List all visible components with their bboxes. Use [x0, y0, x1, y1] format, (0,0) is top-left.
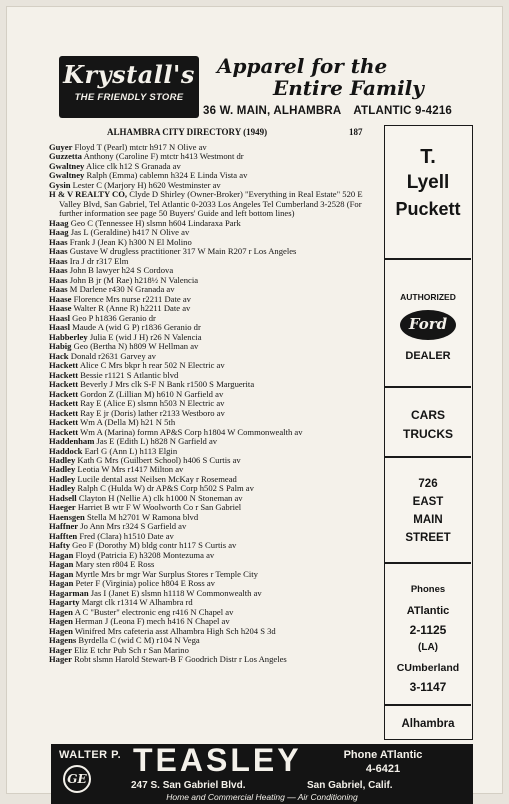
directory-entry	[49, 646, 379, 655]
entry-name: Haas	[49, 275, 68, 285]
entry-details: Earl G (Ann L) h113 Elgin	[84, 446, 178, 456]
directory-title: ALHAMBRA CITY DIRECTORY (1949)	[107, 127, 268, 137]
directory-entry	[49, 465, 379, 474]
address-direction: EAST	[412, 496, 444, 508]
entry-details: Harriet B wtr F W Woolworth Co r San Gabriel	[77, 503, 242, 513]
directory-entry	[49, 513, 379, 522]
directory-entry	[49, 589, 379, 598]
entry-details: Frank J (Jean K) h300 N El Molino	[69, 237, 192, 247]
address-number: 726	[418, 478, 438, 490]
directory-entry	[49, 171, 379, 180]
entry-details: Jas E (Edith L) h828 N Garfield av	[96, 437, 218, 447]
krystalls-brand: Krystall's	[63, 60, 195, 89]
directory-entry	[49, 333, 379, 342]
entry-details: Florence Mrs nurse r2211 Date av	[73, 294, 191, 304]
directory-entry	[49, 266, 379, 275]
directory-entry	[49, 627, 379, 636]
ford-logo-icon: Ford	[400, 310, 456, 340]
krystalls-logo-box	[59, 56, 199, 118]
entry-details: Jo Ann Mrs r324 S Garfield av	[80, 522, 187, 532]
phone1-exchange: ATlantic	[406, 605, 450, 617]
puckett-initial: T.	[420, 146, 436, 168]
puckett-last-name: Puckett	[395, 199, 461, 219]
entry-details: Geo P h1836 Geranio dr	[72, 313, 156, 323]
entry-details: Geo F (Dorothy M) bldg contr h117 S Curtis av	[72, 541, 237, 551]
divider	[385, 562, 471, 564]
entry-details: Leotia W Mrs r1417 Milton av	[77, 465, 184, 475]
teasley-phone-number: 4-6421	[365, 763, 401, 775]
page-number: 187	[349, 127, 363, 137]
entry-details: Clayton H (Nellie A) clk h1000 N Stoneman av	[78, 493, 243, 503]
entry-details: Wm A (Marina) formn AP&S Corp h1804 W Commonwealth av	[80, 426, 303, 437]
entry-details: Peter F (Virginia) police h804 E Ross av	[75, 579, 215, 589]
entry-name: Habberley	[49, 332, 88, 342]
teasley-advertisement	[51, 744, 473, 804]
entry-name: Haag	[49, 218, 69, 228]
entry-name: Gwaltney	[49, 161, 85, 171]
entry-details: Ray E jr (Doris) lather r2133 Westboro av	[80, 408, 225, 418]
divider	[385, 258, 471, 260]
directory-entry	[49, 190, 379, 218]
entry-name: Hager	[49, 655, 72, 665]
entry-details: Herman J (Leona F) mech h416 N Chapel av	[75, 617, 230, 627]
divider	[385, 386, 471, 388]
entry-name: Hackett	[49, 408, 79, 418]
directory-entry	[49, 560, 379, 569]
entry-details: Geo C (Tennessee H) slsmn h604 Lindaraxa Park	[70, 218, 241, 228]
directory-entry	[49, 456, 379, 465]
entry-details: Kath G Mrs (Guilbert School) h406 S Curtis av	[77, 455, 241, 465]
entry-details: Ralph (Emma) cablemn h324 E Linda Vista av	[86, 171, 248, 181]
entry-details: Gordon Z (Lillian M) h610 N Garfield av	[80, 389, 224, 399]
entry-details: Myrtle Mrs br mgr War Surplus Stores r Temple City	[75, 569, 258, 579]
entry-details: Clyde D Shirley (Owner-Broker) "Everything in Real Estate" 520 E Valley Blvd, San Gabriel, Tel Atlantic 0-2033 Los Angeles Tel Cumberland 3-2528 (For further information see page 50 Buyers' Guide and left bottom lines)	[59, 189, 363, 219]
entry-name: Haas	[49, 246, 68, 257]
entry-name: Haas	[49, 256, 68, 266]
entry-name: Hagan	[49, 579, 74, 589]
directory-entry	[49, 409, 379, 418]
entry-details: Wm A (Della M) h21 N 5th	[80, 418, 176, 428]
puckett-first-name: Lyell	[406, 172, 450, 193]
entry-name: Gwaltney	[49, 171, 85, 181]
entry-name: Hackett	[49, 426, 79, 437]
entry-name: Hagan	[49, 560, 74, 570]
directory-entry	[49, 304, 379, 313]
entry-details: Lucile dental asst Neilsen McKay r Rosemead	[77, 474, 237, 484]
entry-name: Haas	[49, 285, 68, 295]
entry-name: Hackett	[49, 389, 79, 399]
directory-entry	[49, 314, 379, 323]
entry-name: Haag	[49, 228, 69, 238]
entry-name: Guzzetta	[49, 152, 82, 162]
entry-details: Maude A (wid G P) r1836 Geranio dr	[72, 323, 201, 333]
entry-name: Hadley	[49, 474, 76, 484]
entry-details: Floyd (Patricia E) h3208 Montezuma av	[75, 550, 215, 560]
entry-details: Winifred Mrs cafeteria asst Alhambra High Sch h204 S 3d	[74, 626, 276, 636]
phone2-number: 3-1147	[409, 680, 447, 694]
cars-label: CARS	[410, 408, 445, 422]
directory-entry	[49, 352, 379, 361]
entry-details: Mary sten r804 E Ross	[75, 560, 155, 570]
entry-details: Julia E (wid J H) r26 N Valencia	[89, 332, 202, 342]
entry-name: Hagens	[49, 636, 77, 646]
entry-name: Hagen	[49, 607, 73, 617]
krystalls-advertisement	[51, 49, 481, 123]
directory-entry	[49, 380, 379, 389]
entry-name: H & V REALTY CO,	[49, 189, 128, 200]
entry-name: Haffner	[49, 522, 79, 532]
directory-entry	[49, 390, 379, 399]
directory-entry	[49, 219, 379, 228]
phones-label: Phones	[410, 584, 446, 595]
directory-entry	[49, 276, 379, 285]
entry-details: Geo (Bertha N) h809 W Hellman av	[73, 342, 199, 352]
directory-entry	[49, 570, 379, 579]
directory-entry	[49, 655, 379, 664]
entry-name: Haas	[49, 237, 68, 247]
directory-entry	[49, 437, 379, 446]
entry-name: Gysin	[49, 180, 71, 190]
entry-details: Bessie r1121 S Atlantic blvd	[80, 370, 179, 380]
directory-entry	[49, 143, 379, 152]
teasley-phone-label: Phone ATlantic	[343, 749, 423, 761]
entry-details: Jas L (Geraldine) h417 N Olive av	[70, 228, 190, 238]
entry-details: Floyd T (Pearl) mtctr h917 N Olive av	[74, 143, 207, 152]
entry-details: Walter R (Anne R) h2211 Date av	[73, 304, 191, 314]
directory-entry	[49, 342, 379, 351]
directory-entry	[49, 428, 379, 437]
entry-name: Guyer	[49, 143, 73, 152]
entry-name: Hadley	[49, 455, 76, 465]
entry-details: Donald r2631 Garvey av	[70, 351, 156, 361]
entry-details: Margt clk r1314 W Alhambra rd	[81, 598, 193, 608]
entry-details: Fred (Clara) h1510 Date av	[79, 531, 174, 541]
directory-entry	[49, 399, 379, 408]
entry-name: Haasl	[49, 313, 71, 323]
entry-details: Jas I (Janet E) slsmn h1118 W Commonwealth av	[90, 588, 262, 598]
entry-details: Robt slsmn Harold Stewart-B F Goodrich Distr r Los Angeles	[74, 655, 287, 665]
directory-entry	[49, 598, 379, 607]
entry-details: Eliz E tchr Pub Sch r San Marino	[74, 645, 189, 655]
directory-entry	[49, 361, 379, 370]
directory-entry	[49, 447, 379, 456]
teasley-tagline: Home and Commercial Heating — Air Conditioning	[166, 792, 358, 802]
ge-logo-icon: GE	[63, 765, 91, 793]
directory-entry	[49, 617, 379, 626]
phone2-exchange: CUmberland	[396, 662, 460, 674]
entry-name: Hack	[49, 351, 69, 361]
directory-entry	[49, 636, 379, 645]
directory-entry	[49, 541, 379, 550]
entry-name: Haensgen	[49, 512, 85, 522]
entry-name: Hafty	[49, 541, 71, 551]
directory-entry	[49, 247, 379, 256]
address-street-type: STREET	[405, 532, 451, 544]
dealer-city: Alhambra	[401, 718, 455, 730]
entry-name: Hackett	[49, 361, 79, 371]
phone1-number: 2-1125	[409, 623, 447, 637]
entry-details: John B lawyer h24 S Cordova	[69, 266, 174, 276]
divider	[385, 456, 471, 458]
dealer-label: DEALER	[405, 350, 451, 362]
entry-name: Haddenham	[49, 437, 95, 447]
krystalls-address	[203, 105, 452, 117]
directory-entry	[49, 608, 379, 617]
krystalls-street: 36 W. MAIN, ALHAMBRA	[203, 105, 342, 117]
directory-entry	[49, 295, 379, 304]
entry-details: John B jr (M Rae) h218½ N Valencia	[69, 275, 199, 285]
entry-name: Hafften	[49, 531, 78, 541]
entry-name: Haddock	[49, 446, 83, 456]
directory-entry	[49, 503, 379, 512]
entry-details: Byrdella C (wid C M) r104 N Vega	[78, 636, 200, 646]
directory-page	[6, 6, 503, 802]
entry-name: Hackett	[49, 418, 79, 428]
directory-entry	[49, 532, 379, 541]
directory-entry	[49, 371, 379, 380]
entry-details: Alice C Mrs bkpr h rear 502 N Electric av	[79, 361, 225, 371]
directory-entry	[49, 579, 379, 588]
krystalls-slogan-line2: Entire Family	[273, 76, 424, 100]
teasley-street: 247 S. San Gabriel Blvd.	[131, 780, 246, 791]
entry-name: Haeger	[49, 503, 76, 513]
entry-details: Lester C (Marjory H) h620 Westminster av	[72, 180, 221, 190]
directory-entry	[49, 551, 379, 560]
entry-details: Alice clk h12 S Granada av	[86, 161, 181, 171]
directory-entry	[49, 475, 379, 484]
krystalls-tagline: THE FRIENDLY STORE	[74, 92, 184, 103]
teasley-first-name: WALTER P.	[59, 749, 122, 761]
directory-entry	[49, 228, 379, 237]
directory-entry	[49, 522, 379, 531]
directory-entry	[49, 152, 379, 161]
entry-name: Hadley	[49, 465, 76, 475]
entry-details: M Darlene r430 N Granada av	[69, 285, 175, 295]
teasley-city: San Gabriel, Calif.	[307, 780, 393, 791]
entry-name: Hackett	[49, 370, 79, 380]
directory-listings	[49, 143, 379, 665]
authorized-label: AUTHORIZED	[400, 292, 456, 302]
entry-name: Hagan	[49, 569, 74, 579]
krystalls-phone: ATLANTIC 9-4216	[353, 105, 453, 117]
address-street-name: MAIN	[413, 514, 443, 526]
directory-entry	[49, 484, 379, 493]
teasley-surname: TEASLEY	[133, 742, 302, 778]
puckett-ford-advertisement	[384, 125, 473, 740]
entry-name: Hagen	[49, 626, 73, 636]
entry-name: Hagen	[49, 617, 73, 627]
directory-entry	[49, 323, 379, 332]
entry-details: Ira J dr r317 Elm	[69, 256, 129, 266]
entry-details: Anthony (Caroline F) mtctr h413 Westmont dr	[83, 152, 244, 162]
entry-name: Hackett	[49, 399, 79, 409]
entry-name: Hagan	[49, 550, 74, 560]
entry-details: Ralph C (Hulda W) dr AP&S Corp h502 S Palm av	[77, 484, 254, 494]
directory-entry	[49, 257, 379, 266]
entry-name: Hadley	[49, 484, 76, 494]
entry-name: Hagarman	[49, 588, 89, 598]
entry-name: Hagarty	[49, 598, 80, 608]
entry-details: Gustave W drugless practitioner 317 W Main R207 r Los Angeles	[69, 246, 297, 257]
entry-details: Beverly J Mrs clk S-F N Bank r1500 S Marguerita	[80, 380, 255, 390]
entry-name: Haasl	[49, 323, 71, 333]
entry-name: Haase	[49, 294, 72, 304]
entry-name: Haas	[49, 266, 68, 276]
directory-entry	[49, 494, 379, 503]
entry-name: Haase	[49, 304, 72, 314]
phone1-note: (LA)	[418, 642, 438, 653]
entry-details: A C "Buster" electronic eng r416 N Chapel av	[74, 607, 234, 617]
entry-details: Ray E (Alice E) slsmn h503 N Electric av	[80, 399, 225, 409]
krystalls-slogan-line1: Apparel for the	[217, 54, 388, 78]
divider	[385, 704, 471, 706]
entry-name: Habig	[49, 342, 72, 352]
directory-entry	[49, 162, 379, 171]
entry-details: Stella M h2701 W Ramona blvd	[86, 512, 199, 522]
directory-entry	[49, 285, 379, 294]
trucks-label: TRUCKS	[403, 427, 453, 441]
entry-name: Hadsell	[49, 493, 77, 503]
entry-name: Hager	[49, 645, 72, 655]
entry-name: Hackett	[49, 380, 79, 390]
